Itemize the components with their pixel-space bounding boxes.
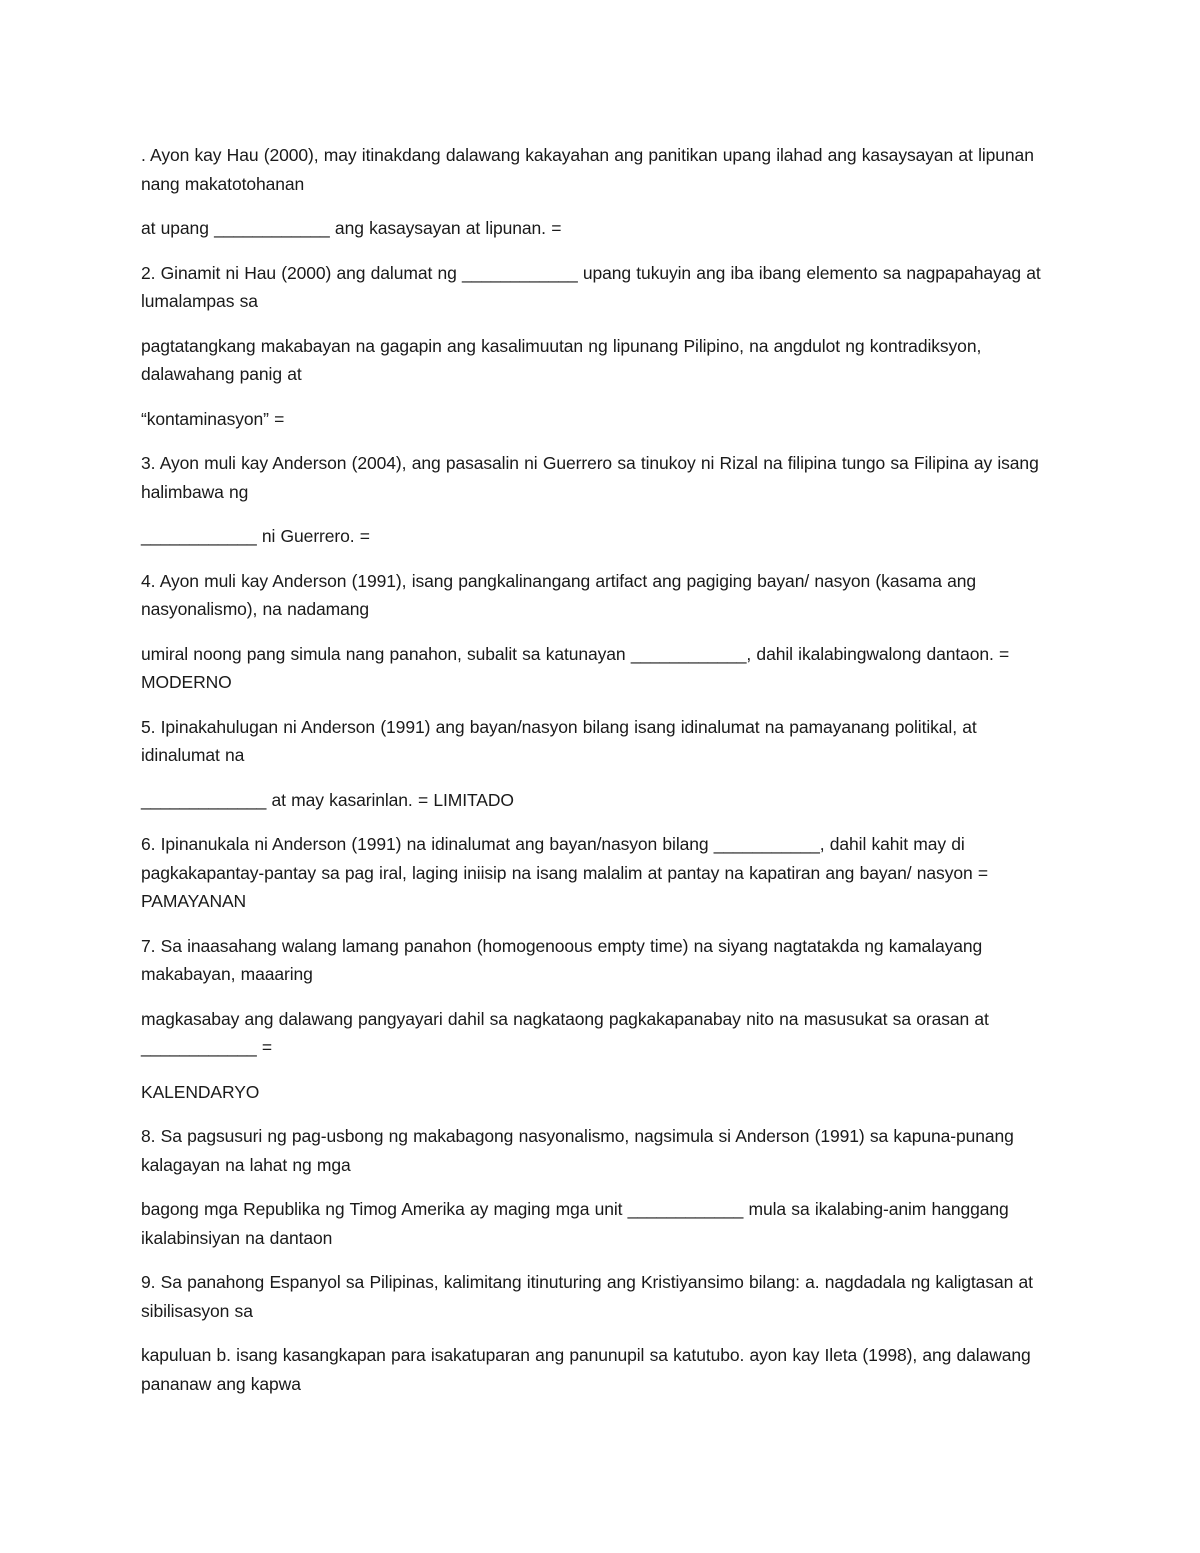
paragraph: . Ayon kay Hau (2000), may itinakdang dalawang kakayahan ang panitikan upang ilahad ang kasaysayan at lipunan nang makatotohanan [141, 145, 1034, 194]
paragraph: at upang ____________ ang kasaysayan at lipunan. = [141, 218, 562, 238]
paragraph: bagong mga Republika ng Timog Amerika ay maging mga unit ____________ mula sa ikalabing-anim hanggang ikalabinsiyan na dantaon [141, 1199, 1009, 1248]
document-body [141, 141, 1056, 1414]
paragraph: kapuluan b. isang kasangkapan para isakatuparan ang panunupil sa katutubo. ayon kay Ileta (1998), ang dalawang pananaw ang kapwa [141, 1345, 1031, 1394]
paragraph: ____________ ni Guerrero. = [141, 526, 370, 546]
paragraph: 3. Ayon muli kay Anderson (2004), ang pasasalin ni Guerrero sa tinukoy ni Rizal na filipina tungo sa Filipina ay isang halimbawa ng [141, 453, 1039, 502]
paragraph: 6. Ipinanukala ni Anderson (1991) na idinalumat ang bayan/nasyon bilang ___________, dahil kahit may di pagkakapantay-pantay sa pag iral, laging iniisip na isang malalim at pantay na kapatiran ang bayan/ nasyon = PAMAYANAN [141, 834, 988, 911]
paragraph: KALENDARYO [141, 1081, 260, 1102]
paragraph: 4. Ayon muli kay Anderson (1991), isang pangkalinangang artifact ang pagiging bayan/ nasyon (kasama ang nasyonalismo), na nadamang [141, 570, 977, 619]
paragraph: _____________ at may kasarinlan. = LIMITADO [141, 789, 514, 810]
paragraph: magkasabay ang dalawang pangyayari dahil sa nagkataong pagkakapanabay nito na masusukat sa orasan at ____________ = [141, 1008, 989, 1057]
paragraph: 7. Sa inaasahang walang lamang panahon (homogenoous empty time) na siyang nagtatakda ng kamalayang makabayan, maaaring [141, 935, 983, 984]
paragraph: 2. Ginamit ni Hau (2000) ang dalumat ng ____________ upang tukuyin ang iba ibang elemento sa nagpapahayag at lumalampas sa [141, 262, 1041, 311]
paragraph: 5. Ipinakahulugan ni Anderson (1991) ang bayan/nasyon bilang isang idinalumat na pamayanang politikal, at idinalumat na [141, 716, 977, 765]
paragraph: 9. Sa panahong Espanyol sa Pilipinas, kalimitang itinuturing ang Kristiyansimo bilang: a. nagdadala ng kaligtasan at sibilisasyon sa [141, 1272, 1033, 1321]
paragraph: “kontaminasyon” = [141, 408, 285, 429]
paragraph: pagtatangkang makabayan na gagapin ang kasalimuutan ng lipunang Pilipino, na angdulot ng kontradiksyon, dalawahang panig at [141, 335, 982, 384]
paragraph: umiral noong pang simula nang panahon, subalit sa katunayan ____________, dahil ikalabingwalong dantaon. = MODERNO [141, 643, 1010, 692]
paragraph: 8. Sa pagsusuri ng pag-usbong ng makabagong nasyonalismo, nagsimula si Anderson (1991) sa kapuna-punang kalagayan na lahat ng mga [141, 1126, 1014, 1175]
